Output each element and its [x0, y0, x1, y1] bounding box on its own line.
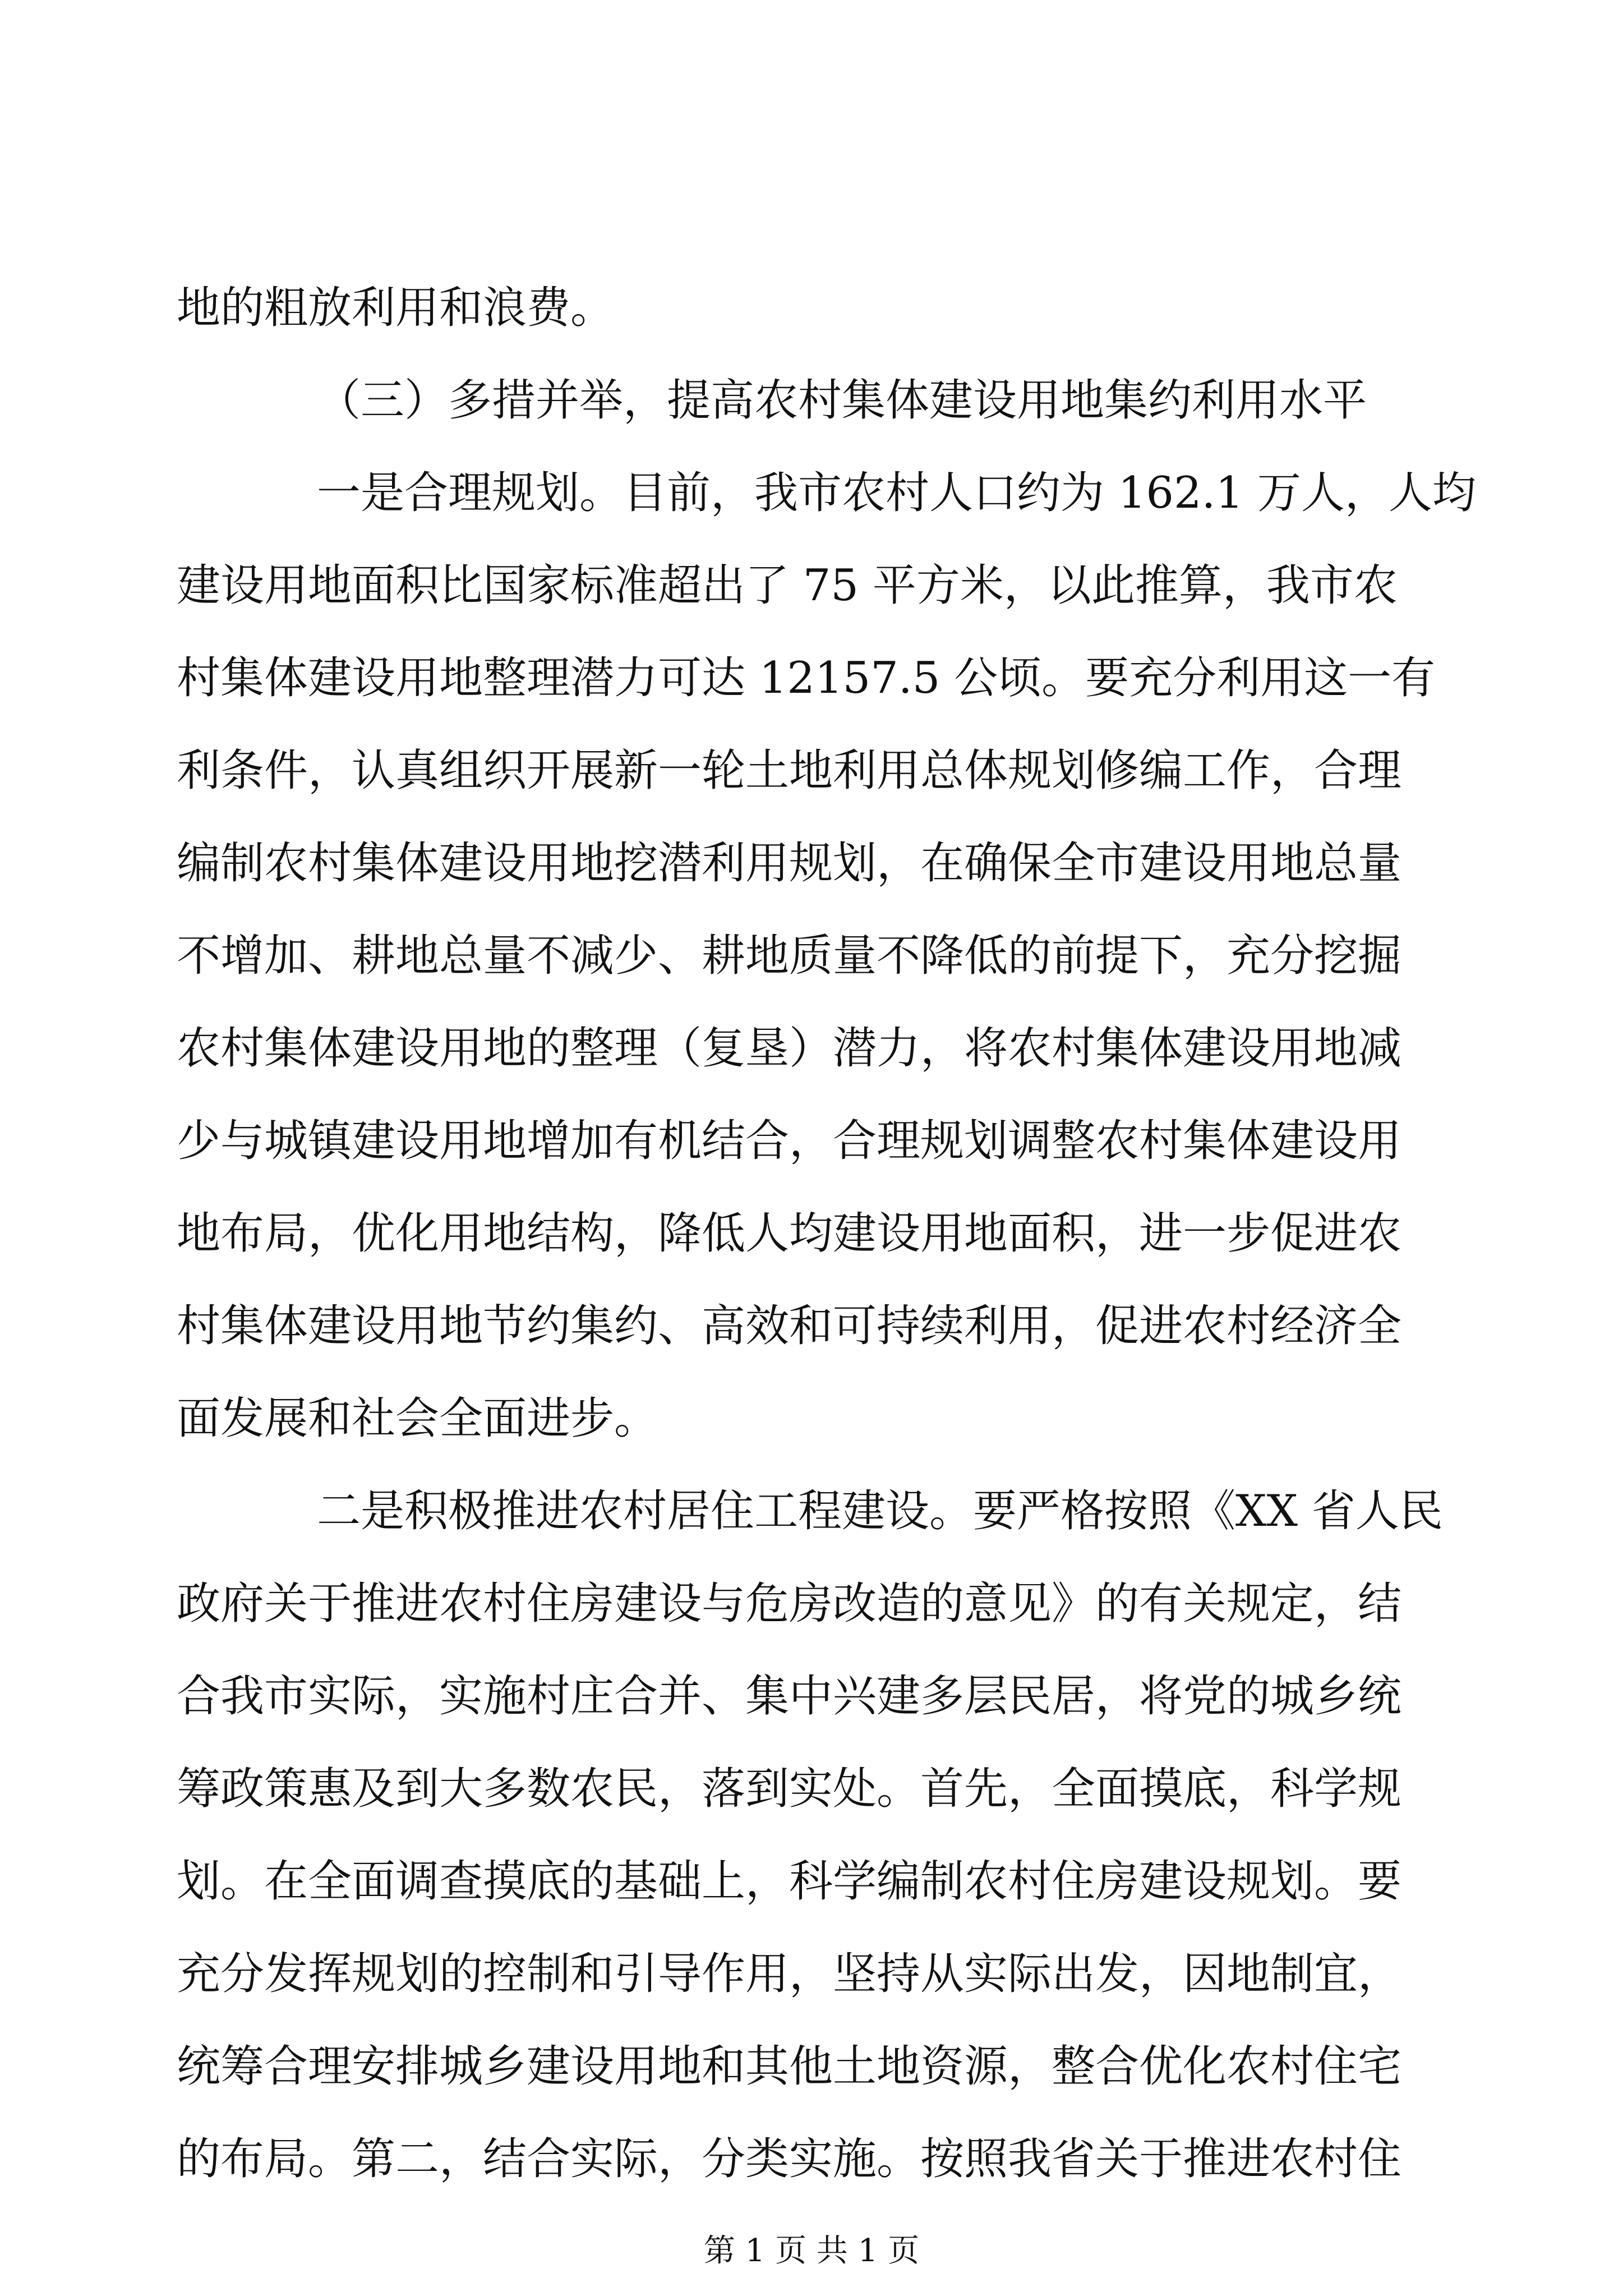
body-text-line: 少与城镇建设用地增加有机结合，合理规划调整农村集体建设用 — [177, 1116, 1402, 1166]
paragraph-start-line: 二是积极推进农村居住工程建设。要严格按照《XX 省人民 — [317, 1486, 1443, 1536]
body-text-line: 建设用地面积比国家标准超出了 75 平方米，以此推算，我市农 — [177, 560, 1398, 611]
section-heading: （三）多措并举，提高农村集体建设用地集约利用水平 — [317, 375, 1367, 426]
body-text-line: 的布局。第二，结合实际，分类实施。按照我省关于推进农村住 — [177, 2134, 1402, 2184]
body-text-line: 地布局，优化用地结构，降低人均建设用地面积，进一步促进农 — [177, 1208, 1402, 1259]
body-text-line: 筹政策惠及到大多数农民，落到实处。首先，全面摸底，科学规 — [177, 1764, 1402, 1814]
page-footer: 第 1 页 共 1 页 — [703, 2233, 920, 2269]
body-text-line: 地的粗放利用和浪费。 — [177, 283, 615, 333]
body-text-line: 政府关于推进农村住房建设与危房改造的意见》的有关规定，结 — [177, 1579, 1402, 1629]
body-text-line: 统筹合理安排城乡建设用地和其他土地资源，整合优化农村住宅 — [177, 2041, 1402, 2092]
body-text-line: 编制农村集体建设用地挖潜利用规划，在确保全市建设用地总量 — [177, 838, 1402, 889]
body-text-line: 村集体建设用地节约集约、高效和可持续利用，促进农村经济全 — [177, 1301, 1402, 1351]
body-text-line: 合我市实际，实施村庄合并、集中兴建多层民居，将党的城乡统 — [177, 1671, 1402, 1722]
body-text-line: 不增加、耕地总量不减少、耕地质量不降低的前提下，充分挖掘 — [177, 931, 1402, 981]
body-text-line: 农村集体建设用地的整理（复垦）潜力，将农村集体建设用地减 — [177, 1023, 1402, 1074]
body-text-line: 利条件，认真组织开展新一轮土地利用总体规划修编工作，合理 — [177, 746, 1402, 796]
body-text-line: 面发展和社会全面进步。 — [177, 1393, 658, 1444]
body-text-line: 充分发挥规划的控制和引导作用，坚持从实际出发，因地制宜， — [177, 1949, 1402, 1999]
body-text-line: 划。在全面调查摸底的基础上，科学编制农村住房建设规划。要 — [177, 1856, 1402, 1907]
body-text-line: 村集体建设用地整理潜力可达 12157.5 公顷。要充分利用这一有 — [177, 653, 1436, 703]
paragraph-start-line: 一是合理规划。目前，我市农村人口约为 162.1 万人，人均 — [317, 468, 1476, 518]
